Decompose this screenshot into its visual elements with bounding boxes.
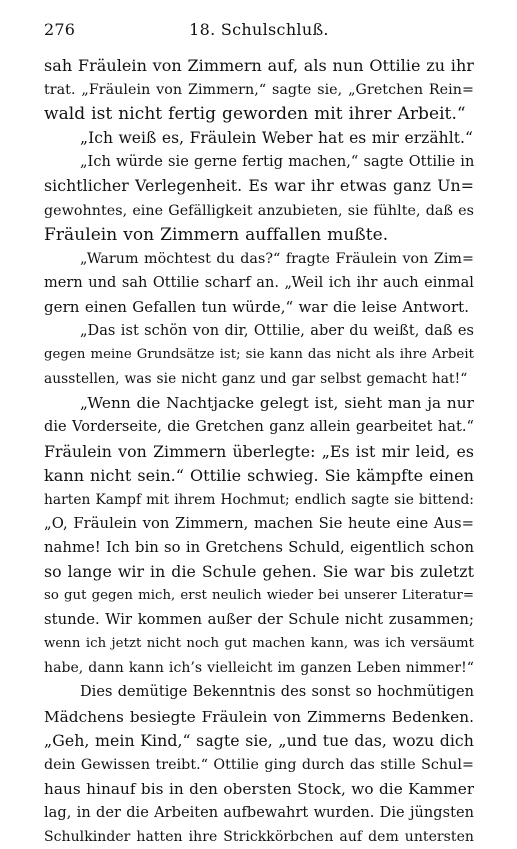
- text-line: gegen meine Grundsätze ist; sie kann das nicht als ihre Arbeit: [44, 347, 474, 363]
- text-line: „Geh, mein Kind,“ sagte sie, „und tue das, wozu dich: [44, 730, 474, 750]
- text-line: Schulkinder hatten ihre Strickkörbchen auf dem untersten: [44, 829, 474, 845]
- text-line: „Wenn die Nachtjacke gelegt ist, sieht man ja nur: [80, 394, 474, 413]
- text-line: kann nicht sein.“ Ottilie schwieg. Sie kämpfte einen: [44, 465, 474, 485]
- text-line: so gut gegen mich, erst neulich wieder bei unserer Literatur=: [44, 588, 474, 604]
- text-line: die Vorderseite, die Gretchen ganz allein gearbeitet hat.“: [44, 419, 474, 436]
- text-line: „Das ist schön von dir, Ottilie, aber du weißt, daß es: [80, 323, 474, 340]
- text-line: Fräulein von Zimmern überlegte: „Es ist mir leid, es: [44, 441, 474, 461]
- page-header: [44, 18, 474, 42]
- text-line: sichtlicher Verlegenheit. Es war ihr etwas ganz Un=: [44, 176, 474, 196]
- text-line: „O, Fräulein von Zimmern, machen Sie heute eine Aus=: [44, 514, 474, 532]
- text-line: habe, dann kann ich’s vielleicht im ganzen Leben nimmer!“: [44, 660, 474, 677]
- text-line: nahme! Ich bin so in Gretchens Schuld, eigentlich schon: [44, 538, 474, 556]
- text-line: „Ich weiß es, Fräulein Weber hat es mir erzählt.“: [80, 129, 473, 148]
- text-line: stunde. Wir kommen außer der Schule nicht zusammen;: [44, 611, 474, 629]
- text-line: gern einen Gefallen tun würde,“ war die leise Antwort.: [44, 297, 470, 316]
- text-line: „Ich würde sie gerne fertig machen,“ sagte Ottilie in: [80, 154, 474, 171]
- text-line: wenn ich jetzt nicht noch gut machen kann, was ich versäumt: [44, 636, 474, 652]
- text-line: trat. „Fräulein von Zimmern,“ sagte sie, „Gretchen Rein=: [44, 82, 474, 99]
- text-line: „Warum möchtest du das?“ fragte Fräulein von Zim=: [80, 250, 474, 267]
- text-line: lag, in der die Arbeiten aufbewahrt wurden. Die jüngsten: [44, 804, 474, 821]
- text-line: Fräulein von Zimmern auffallen mußte.: [44, 224, 389, 245]
- text-line: harten Kampf mit ihrem Hochmut; endlich sagte sie bittend:: [44, 491, 474, 508]
- text-line: mern und sah Ottilie scharf an. „Weil ich ihr auch einmal: [44, 274, 474, 291]
- text-line: Mädchens besiegte Fräulein von Zimmerns Bedenken.: [44, 707, 474, 726]
- page-number: 276: [44, 20, 76, 39]
- text-line: haus hinauf bis in den obersten Stock, wo die Kammer: [44, 779, 474, 798]
- text-line: wald ist nicht fertig geworden mit ihrer Arbeit.“: [44, 104, 466, 125]
- text-body: [44, 54, 474, 849]
- running-head: 18. Schulschluß.: [189, 20, 329, 39]
- text-line: sah Fräulein von Zimmern auf, als nun Ottilie zu ihr: [44, 56, 474, 75]
- text-line: dein Gewissen treibt.“ Ottilie ging durch das stille Schul=: [44, 756, 474, 773]
- text-line: ausstellen, was sie nicht ganz und gar selbst gemacht hat!“: [44, 371, 468, 388]
- text-line: Dies demütige Bekenntnis des sonst so hochmütigen: [80, 684, 474, 701]
- text-line: so lange wir in die Schule gehen. Sie war bis zuletzt: [44, 561, 474, 581]
- text-line: gewohntes, eine Gefälligkeit anzubieten, sie fühlte, daß es: [44, 202, 474, 219]
